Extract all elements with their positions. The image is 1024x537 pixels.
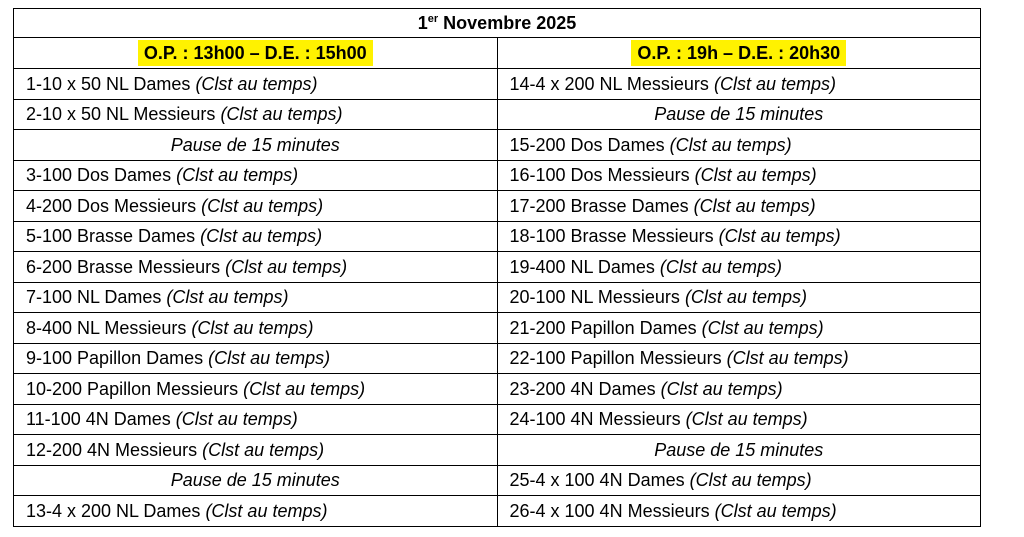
ranking-note: (Clst au temps) — [176, 165, 299, 186]
ranking-note: (Clst au temps) — [726, 348, 849, 369]
ranking-note: (Clst au temps) — [694, 165, 817, 186]
schedule-row — [14, 343, 981, 374]
event-cell — [497, 404, 981, 435]
ranking-note: (Clst au temps) — [195, 73, 318, 94]
event-cell — [497, 130, 981, 161]
schedule-table — [13, 8, 981, 527]
event-cell — [14, 221, 498, 252]
event-cell — [497, 221, 981, 252]
event-name: 22-100 Papillon Messieurs — [509, 348, 722, 369]
ranking-note: (Clst au temps) — [659, 256, 782, 277]
event-name: 20-100 NL Messieurs — [509, 287, 680, 308]
event-cell — [497, 343, 981, 374]
event-name: 9-100 Papillon Dames — [26, 348, 204, 369]
event-cell — [14, 313, 498, 344]
event-name: 3-100 Dos Dames — [26, 165, 172, 186]
event-name: 17-200 Brasse Dames — [509, 195, 689, 216]
session-label-afternoon: O.P. : 13h00 – D.E. : 15h00 — [138, 40, 373, 66]
event-name: 1-10 x 50 NL Dames — [26, 73, 191, 94]
ranking-note: (Clst au temps) — [208, 348, 331, 369]
schedule-row — [14, 99, 981, 130]
ranking-note: (Clst au temps) — [200, 226, 323, 247]
ranking-note: (Clst au temps) — [191, 317, 314, 338]
ranking-note: (Clst au temps) — [693, 195, 816, 216]
ranking-note: (Clst au temps) — [685, 409, 808, 430]
event-cell — [14, 191, 498, 222]
event-name: 24-100 4N Messieurs — [509, 409, 681, 430]
ranking-note: (Clst au temps) — [689, 470, 812, 491]
event-cell — [497, 252, 981, 283]
ranking-note: (Clst au temps) — [669, 134, 792, 155]
event-cell — [14, 435, 498, 466]
schedule-row — [14, 435, 981, 466]
schedule-body — [14, 9, 981, 527]
schedule-row — [14, 69, 981, 100]
ranking-note: (Clst au temps) — [660, 378, 783, 399]
schedule-row — [14, 221, 981, 252]
ranking-note: (Clst au temps) — [714, 500, 837, 521]
event-cell — [497, 374, 981, 405]
event-name: 8-400 NL Messieurs — [26, 317, 187, 338]
event-name: 4-200 Dos Messieurs — [26, 195, 197, 216]
session-header-row — [14, 38, 981, 69]
schedule-row — [14, 374, 981, 405]
event-name: 25-4 x 100 4N Dames — [509, 470, 685, 491]
event-cell — [497, 282, 981, 313]
event-cell — [14, 99, 498, 130]
schedule-row — [14, 404, 981, 435]
ranking-note: (Clst au temps) — [718, 226, 841, 247]
event-cell — [14, 252, 498, 283]
pause-cell: Pause de 15 minutes — [14, 465, 498, 496]
schedule-row — [14, 252, 981, 283]
event-cell — [497, 465, 981, 496]
event-name: 2-10 x 50 NL Messieurs — [26, 104, 216, 125]
session-header-afternoon — [14, 38, 498, 69]
schedule-row — [14, 130, 981, 161]
ranking-note: (Clst au temps) — [684, 287, 807, 308]
schedule-row — [14, 465, 981, 496]
schedule-row — [14, 313, 981, 344]
event-cell — [14, 282, 498, 313]
event-name: 14-4 x 200 NL Messieurs — [509, 73, 709, 94]
event-cell — [497, 160, 981, 191]
date-title-rest: Novembre 2025 — [438, 13, 577, 33]
event-name: 6-200 Brasse Messieurs — [26, 256, 221, 277]
event-name: 26-4 x 100 4N Messieurs — [509, 500, 710, 521]
event-name: 12-200 4N Messieurs — [26, 439, 198, 460]
ranking-note: (Clst au temps) — [205, 500, 328, 521]
ranking-note: (Clst au temps) — [175, 409, 298, 430]
event-name: 21-200 Papillon Dames — [509, 317, 697, 338]
event-cell — [14, 343, 498, 374]
schedule-row — [14, 191, 981, 222]
ranking-note: (Clst au temps) — [713, 73, 836, 94]
session-label-evening: O.P. : 19h – D.E. : 20h30 — [631, 40, 846, 66]
pause-cell: Pause de 15 minutes — [14, 130, 498, 161]
event-cell — [14, 374, 498, 405]
ranking-note: (Clst au temps) — [225, 256, 348, 277]
event-name: 5-100 Brasse Dames — [26, 226, 196, 247]
title-row — [14, 9, 981, 38]
ranking-note: (Clst au temps) — [202, 439, 325, 460]
event-name: 11-100 4N Dames — [26, 409, 171, 430]
date-title-day: 1 — [417, 13, 428, 33]
schedule-row — [14, 160, 981, 191]
date-title — [14, 9, 981, 38]
ranking-note: (Clst au temps) — [243, 378, 366, 399]
pause-cell: Pause de 15 minutes — [497, 435, 981, 466]
ranking-note: (Clst au temps) — [220, 104, 343, 125]
event-cell — [497, 69, 981, 100]
ranking-note: (Clst au temps) — [701, 317, 824, 338]
event-name: 13-4 x 200 NL Dames — [26, 500, 201, 521]
event-name: 19-400 NL Dames — [509, 256, 655, 277]
event-cell — [497, 313, 981, 344]
event-cell — [497, 496, 981, 527]
event-name: 7-100 NL Dames — [26, 287, 162, 308]
event-name: 15-200 Dos Dames — [509, 134, 665, 155]
ranking-note: (Clst au temps) — [166, 287, 289, 308]
event-cell — [14, 160, 498, 191]
ranking-note: (Clst au temps) — [201, 195, 324, 216]
event-cell — [497, 191, 981, 222]
event-cell — [14, 69, 498, 100]
event-name: 23-200 4N Dames — [509, 378, 656, 399]
schedule-row — [14, 282, 981, 313]
event-name: 10-200 Papillon Messieurs — [26, 378, 239, 399]
schedule-row — [14, 496, 981, 527]
event-name: 16-100 Dos Messieurs — [509, 165, 690, 186]
event-cell — [14, 496, 498, 527]
pause-cell: Pause de 15 minutes — [497, 99, 981, 130]
event-name: 18-100 Brasse Messieurs — [509, 226, 714, 247]
date-title-sup: er — [427, 13, 439, 25]
session-header-evening — [497, 38, 981, 69]
event-cell — [14, 404, 498, 435]
